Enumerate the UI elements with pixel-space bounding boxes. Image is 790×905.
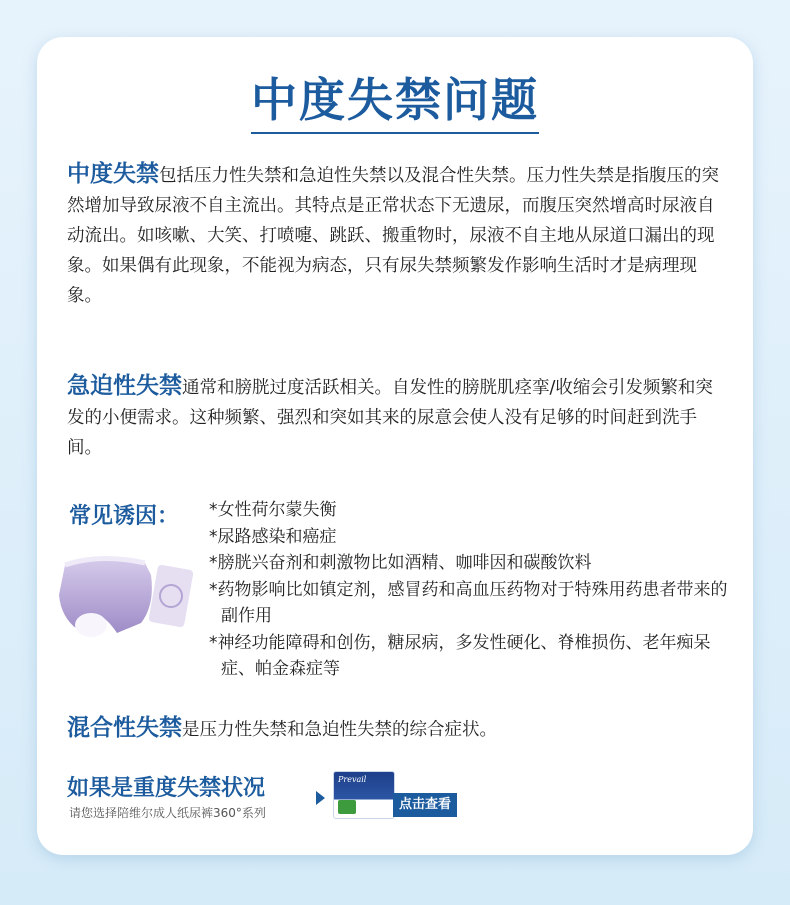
cta-subtitle: 请您选择陪维尔成人纸尿裤360°系列 [69,806,266,820]
view-details-button[interactable]: 点击查看 [393,793,457,817]
content-card [37,37,753,855]
section-text-moderate: 包括压力性失禁和急迫性失禁以及混合性失禁。压力性失禁是指腹压的突然增加导致尿液不自主流出。其特点是正常状态下无遗尿，而腹压突然增高时尿液自动流出。如咳嗽、大笑、打喷嚏、跳跃、搬重物时，尿液不自主地从尿道口漏出的现象。如果偶有此现象，不能视为病态，只有尿失禁频繁发作影响生活时才是病理现象。 [67,166,719,306]
causes-list [209,497,729,683]
cause-item: *女性荷尔蒙失衡 [209,500,337,520]
play-arrow-icon [316,791,325,805]
cta-title: 如果是重度失禁状况 [67,776,266,801]
section-urge-incontinence [67,371,727,463]
section-lead-urge: 急迫性失禁 [67,373,182,399]
cause-item: *尿路感染和癌症 [209,526,337,547]
section-lead-mixed: 混合性失禁 [67,715,182,741]
cause-item: *药物影响比如镇定剂，感冒药和高血压药物对于特殊用药患者带来的副作用 [209,579,728,626]
pack-seal-icon [338,800,356,814]
page-title: 中度失禁问题 [251,75,539,134]
section-lead-moderate: 中度失禁 [67,161,159,187]
cause-item: *膀胱兴奋剂和刺激物比如酒精、咖啡因和碳酸饮料 [209,553,592,573]
cause-item: *神经功能障碍和创伤，糖尿病，多发性硬化、脊椎损伤、老年痴呆症、帕金森症等 [209,632,711,679]
section-text-urge: 通常和膀胱过度活跃相关。自发性的膀胱肌痉挛/收缩会引发频繁和突发的小便需求。这种频繁、强烈和突如其来的尿意会使人没有足够的时间赶到洗手间。 [67,378,713,458]
section-text-mixed: 是压力性失禁和急迫性失禁的综合症状。 [182,720,497,740]
causes-title: 常见诱因： [69,504,180,529]
pack-brand-logo: Prevail [338,775,367,784]
page-title-wrap [37,75,753,134]
section-moderate-incontinence [67,159,727,311]
product-image [55,545,195,645]
section-mixed-incontinence [67,713,727,745]
product-pack-image[interactable] [333,771,395,819]
